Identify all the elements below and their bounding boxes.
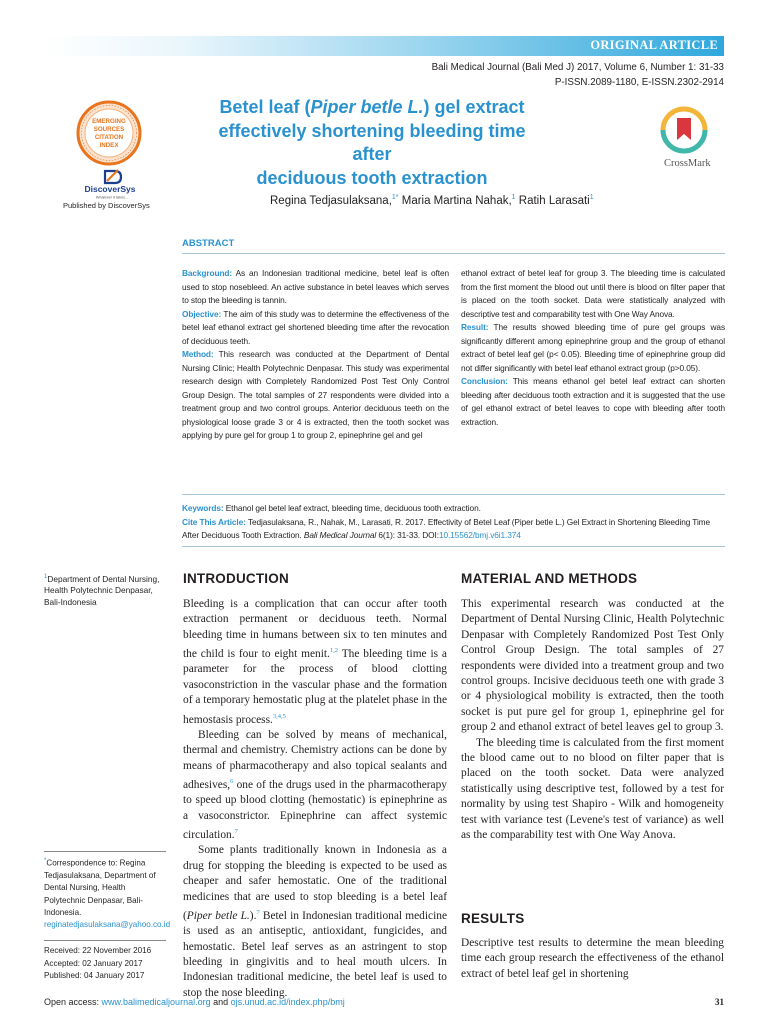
results-body — [461, 936, 724, 982]
abstract-result: Result: The results showed bleeding time of pure gel groups was significantly different among epinephrine group and the group of ethanol extract of betel leaf gel (p< 0.05). Bleeding time of epinephrine group did not differ significantly with betel leaf ethanol extract group (p>0.05). — [461, 322, 725, 373]
abstract-conclusion: Conclusion: This means ethanol gel betel leaf extract can shorten bleeding after deciduous tooth extraction and it is suggested that the use of gel ethanol extract of betel leaves to cope with bleeding after tooth extraction. — [461, 376, 725, 427]
paragraph: This experimental research was conducted at the Department of Dental Nursing Clinic, Health Polytechnic Denpasar with Completely Randomized Post Test Only Control Group Design. The total samples of 27 respondents were divided into a treatment group and two control groups. Incisive deciduous teeth one with grade 3 or 4 physiological mobility is extracted, then the tooth socket is put pure gel for group 1, epinephrine gel for group 2 and ethanol extract of betel leaves gel to group 3. — [461, 598, 724, 734]
ojs-link[interactable]: ojs.unud.ac.id/index.php/bmj — [230, 997, 345, 1007]
badge-line-3: CITATION — [94, 134, 124, 141]
introduction-heading: INTRODUCTION — [183, 571, 289, 586]
methods-heading: MATERIAL AND METHODS — [461, 571, 638, 586]
discoversys-tagline: Whatever it takes... — [95, 195, 129, 200]
issn-line: P-ISSN.2089-1180, E-ISSN.2302-2914 — [554, 76, 724, 88]
abstract-method: Method: This research was conducted at the Department of Dental Nursing Clinic; Health Polytechnic Denpasar. This study was experimental research design with Completely Randomized Post Test Only Control Group Design. The total samples of 27 respondents were divided into a treatment group and two control groups. Anterior deciduous teeth on the physiological loose grade 3 or 4 is extracted, then the tooth socket was applying by pure gel for group 1 to group 2, epinephrine gel and gel — [182, 349, 449, 440]
keywords: Keywords: Ethanol gel betel leaf extract, bleeding time, deciduous tooth extraction. — [182, 503, 481, 513]
discoversys-name: DiscoverSys — [84, 184, 136, 194]
published-date: Published: 04 January 2017 — [44, 971, 145, 980]
crossmark-icon[interactable] — [660, 106, 708, 154]
page-number: 31 — [715, 997, 724, 1007]
divider — [182, 494, 725, 495]
abstract-method-continued: ethanol extract of betel leaf for group 3. The bleeding time is calculated from the first moment the blood out until there is blood on filter paper that is placed on the tooth socket. Data were statistically analyzed with descriptive test and comparability test with One Way Anova. — [461, 268, 725, 319]
divider — [182, 253, 725, 254]
article-type-label: ORIGINAL ARTICLE — [590, 38, 718, 52]
paragraph: Bleeding can be solved by means of mechanical, thermal and chemistry. Chemistry actions can be done by means of pharmacotherapy and also topical sealants and adhesives,$^6$ one of the drugs used in the pharmacotherapy to speed up blood clotting (hemostatic) is epinephrine as a vasoconstrictor. Epinephrine can affect systemic circulation.$^7$ — [183, 728, 447, 841]
divider — [182, 546, 725, 547]
journal-citation-line: Bali Medical Journal (Bali Med J) 2017, Volume 6, Number 1: 31-33 — [431, 62, 724, 73]
esci-badge-icon — [76, 100, 142, 166]
affiliation: $^1$Department of Dental Nursing, Health Polytechnic Denpasar, Bali-Indonesia — [44, 573, 160, 607]
abstract-background: Background: As an Indonesian traditional medicine, betel leaf is often used to stop nosebleed. An active substance in betel leaves which serves to stop the bleeding is tannin. — [182, 268, 449, 305]
doi-link[interactable]: 10.15562/bmj.v6i1.374 — [438, 530, 521, 540]
methods-body — [461, 597, 724, 844]
author-list: Regina Tedjasulaksana,$^{1*}$ Maria Martina Nahak,$^1$ Ratih Larasati$^1$ — [270, 194, 594, 207]
cite-this-article: Cite This Article: Tedjasulaksana, R., Nahak, M., Larasati, R. 2017. Effectivity of Betel Leaf (Piper betle L.) Gel Extract in Shortening Bleeding Time After Deciduous Tooth Extraction. Bali Medical Journal 6(1): 31-33. DOI:10.15562/bmj.v6i1.374 — [182, 516, 711, 540]
footer-open-access: Open access: www.balimedicaljournal.org and ojs.unud.ac.id/index.php/bmj — [44, 997, 345, 1007]
paragraph: Bleeding is a complication that can occur after tooth extraction permanent or deciduous teeth. Normal bleeding time in humans between six to ten minutes and the child is four to eight menit.$^{1,2}$ The bleeding time is a parameter for the process of blood clotting vasoconstriction in the vascular phase and the formation of a temporary hemostatic plug at the platelet phase in the hemostasis process.$^{3,4,5}$ — [183, 598, 447, 726]
abstract-column-left — [182, 267, 449, 443]
paragraph: Some plants traditionally known in Indonesia as a drug for stopping the bleeding is expected to be used as cheaper and safer hemostatic. One of the traditional medicines that are used to stop bleeding is a betel leaf (Piper betle L.).$^7$ Betel in Indonesian traditional medicine is used as an antiseptic, antioxidant, fungicides, and hemostatic. Betel leaf serves as an astringent to stop bleeding in gingivitis and to heal mouth ulcers. In Indonesian traditional medicine, the betel leaf is used to stop the nose bleeding. — [183, 844, 447, 999]
journal-info — [432, 61, 724, 90]
accepted-date: Accepted: 02 January 2017 — [44, 958, 143, 968]
article-title: Betel leaf (Piper betle L.) gel extract effectively shortening bleeding time after deciduous tooth extraction — [218, 97, 526, 188]
crossmark-label: CrossMark — [664, 158, 711, 169]
introduction-body — [183, 597, 447, 1001]
received-date: Received: 22 November 2016 — [44, 946, 152, 955]
abstract-column-right — [461, 267, 725, 429]
keywords-block — [182, 502, 725, 543]
correspondence-email[interactable]: reginatedjasulaksana@yahoo.co.id — [44, 920, 171, 930]
badge-line-1: EMERGING — [92, 118, 126, 125]
badge-line-4: INDEX — [99, 142, 119, 149]
discoversys-logo — [72, 168, 148, 200]
paragraph: Descriptive test results to determine the mean bleeding time each group research the effectiveness of the ethanol extract of betel leaf gel in shortening — [461, 937, 724, 980]
author-name: Regina Tedjasulaksana, — [270, 194, 392, 207]
author-name: Maria Martina Nahak, — [401, 194, 512, 207]
published-by: Published by DiscoverSys — [63, 201, 150, 210]
abstract-objective: Objective: The aim of this study was to determine the effectiveness of the betel leaf ethanol extract gel shortened bleeding time after the revocation of deciduous teeth. — [182, 308, 449, 346]
paragraph: The bleeding time is calculated from the first moment the blood came out to no blood on filter paper that is placed on the tooth socket. Data were analyzed statistically using descriptive test, followed by a test for normality by using test Shapiro - Wilk and homogeneity test with variance test (Levene's test of variance) as well as the comparability test with One Way Anova. — [461, 736, 724, 842]
article-dates — [44, 945, 166, 983]
abstract-heading: ABSTRACT — [182, 238, 235, 249]
correspondence: *Correspondence to: Regina Tedjasulaksana, Department of Dental Nursing, Health Polytechnic Denpasar, Bali-Indonesia. reginatedjasulaksana@yahoo.co.id — [44, 858, 171, 930]
journal-website-link[interactable]: www.balimedicaljournal.org — [101, 997, 211, 1007]
author-name: Ratih Larasati — [518, 194, 590, 207]
divider — [44, 940, 166, 941]
divider — [44, 851, 166, 852]
results-heading: RESULTS — [461, 911, 525, 926]
badge-line-2: SOURCES — [93, 126, 125, 133]
